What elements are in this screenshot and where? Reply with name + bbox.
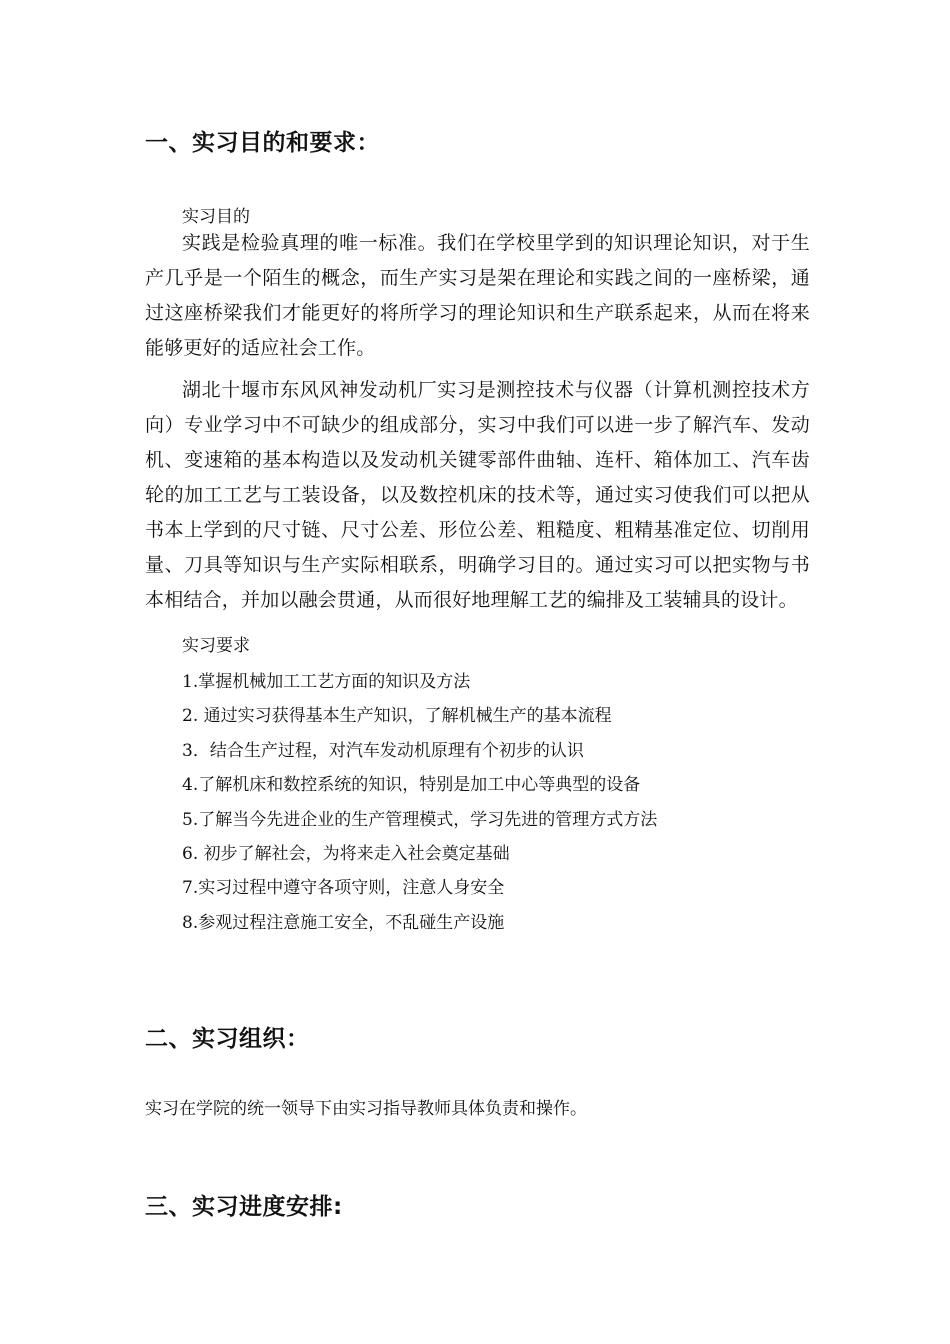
requirement-item: 1.掌握机械加工工艺方面的知识及方法 xyxy=(182,672,471,692)
purpose-paragraph: 实践是检验真理的唯一标准。我们在学校里学到的知识理论知识，对于生产几乎是一个陌生的概念，而生产实习是架在理论和实践之间的一座桥梁，通过这座桥梁我们才能更好的将所学习的理论知识和生产联系起来，从而在将来能够更好的适应社会工作。 xyxy=(145,232,810,359)
requirement-item: 4.了解机床和数控系统的知识，特别是加工中心等典型的设备 xyxy=(182,775,641,796)
requirement-item: 5.了解当今先进企业的生产管理模式，学习先进的管理方式方法 xyxy=(182,809,658,830)
requirement-item: 3．结合生产过程，对汽车发动机原理有个初步的认识 xyxy=(182,740,584,761)
requirement-item: 6. 初步了解社会，为将来走入社会奠定基础 xyxy=(182,843,510,864)
requirements-label: 实习要求 xyxy=(182,636,250,656)
section-1-heading: 一、实习目的和要求： xyxy=(145,130,380,156)
requirements-list xyxy=(182,665,802,940)
section-3-heading: 三、实习进度安排: xyxy=(145,1194,343,1220)
section-2-heading: 二、实习组织： xyxy=(145,1026,310,1052)
factory-internship-paragraph: 湖北十堰市东风风神发动机厂实习是测控技术与仪器（计算机测控技术方向）专业学习中不可缺少的组成部分，实习中我们可以进一步了解汽车、发动机、变速箱的基本构造以及发动机关键零部件曲轴、连杆、箱体加工、汽车齿轮的加工工艺与工装设备，以及数控机床的技术等，通过实习使我们可以把从书本上学到的尺寸链、尺寸公差、形位公差、粗糙度、粗精基准定位、切削用量、刀具等知识与生产实际相联系，明确学习目的。通过实习可以把实物与书本相结合，并加以融会贯通，从而很好地理解工艺的编排及工装辅具的设计。 xyxy=(145,379,810,611)
requirement-item: 7.实习过程中遵守各项守则，注意人身安全 xyxy=(182,878,505,899)
organization-text: 实习在学院的统一领导下由实习指导教师具体负责和操作。 xyxy=(145,1099,587,1119)
requirement-item: 2. 通过实习获得基本生产知识，了解机械生产的基本流程 xyxy=(182,706,612,727)
purpose-label: 实习目的 xyxy=(182,207,250,227)
requirement-item: 8.参观过程注意施工安全，不乱碰生产设施 xyxy=(182,912,505,933)
